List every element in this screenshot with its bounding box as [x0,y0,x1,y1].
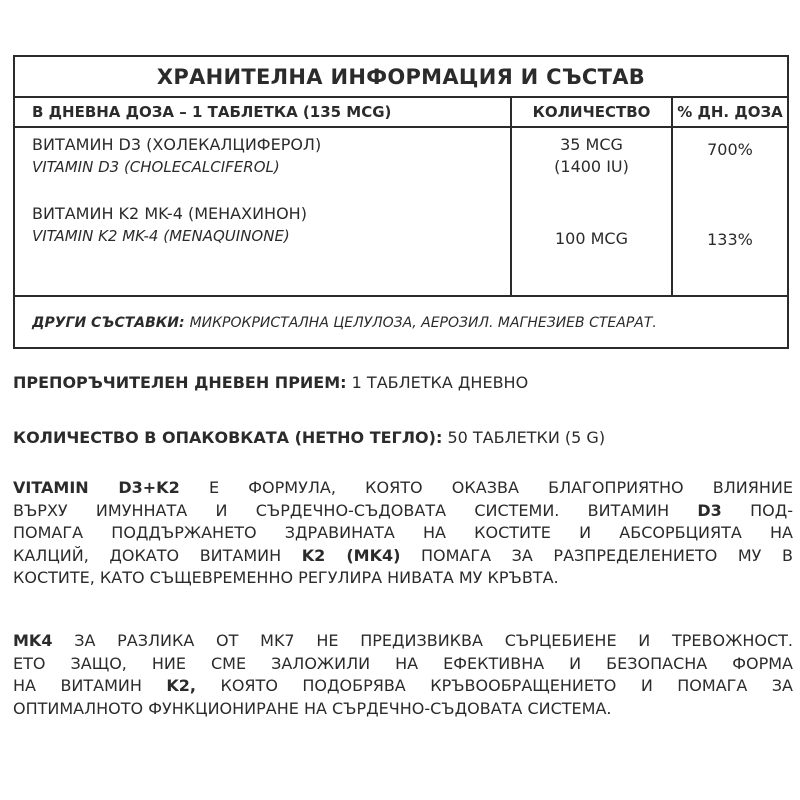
product-description [13,477,793,590]
ingredient-vitamin-d3 [32,134,321,178]
other-ingredients [15,295,787,349]
amount-vitamin-d3: 35 MCG [560,135,623,154]
description-line: ПОМАГА ПОДДЪРЖАНЕТО ЗДРАВИНАТА НА КОСТИТЕ И АБСОРБЦИЯТА НА [13,523,793,542]
ingredient-name-en: VITAMIN K2 MK-4 (MENAQUINONE) [32,227,290,245]
description-bold: K2 (MK4) [301,545,401,565]
mk4-line [13,630,793,653]
description-line [13,500,793,523]
recommended-dosage [13,373,793,392]
amount-vitamin-d3-iu: (1400 IU) [554,157,629,176]
dv-vitamin-k2: 133% [707,230,753,249]
mk4-line: ЕТО ЗАЩО, НИЕ СМЕ ЗАЛОЖИЛИ НА ЕФЕКТИВНА И БЕЗОПАСНА ФОРМА [13,653,793,673]
mk4-text: НА ВИТАМИН [13,676,142,695]
description-line: КОСТИТЕ, КАТО СЪЩЕВРЕМЕННО РЕГУЛИРА НИВАТА МУ КРЪВТА. [13,568,559,587]
header-amount: КОЛИЧЕСТВО [510,98,671,126]
dosage-value: 1 ТАБЛЕТКА ДНЕВНО [351,373,529,392]
ingredient-vitamin-k2 [32,203,307,247]
package-label: КОЛИЧЕСТВО В ОПАКОВКАТА (НЕТНО ТЕГЛО): [13,428,443,447]
mk4-text: КОЯТО ПОДОБРЯВА КРЪВООБРАЩЕНИЕТО И ПОМАГА ЗА [220,676,794,695]
description-line [13,477,793,500]
header-serving: В ДНЕВНА ДОЗА – 1 ТАБЛЕТКА (135 MCG) [32,103,392,121]
description-text: Е ФОРМУЛА, КОЯТО ОКАЗВА БЛАГОПРИЯТНО ВЛИЯНИЕ [208,478,794,497]
package-value: 50 ТАБЛЕТКИ (5 G) [447,428,606,447]
ingredient-name-bg: ВИТАМИН D3 (ХОЛЕКАЛЦИФЕРОЛ) [32,135,322,154]
mk4-description [13,630,793,720]
description-text: ВЪРХУ ИМУННАТА И СЪРДЕЧНО-СЪДОВАТА СИСТЕМИ. ВИТАМИН [13,500,670,520]
mk4-bold: MK4 [13,631,53,650]
daily-value-column [671,128,787,295]
table-title: ХРАНИТЕЛНА ИНФОРМАЦИЯ И СЪСТАВ [15,57,787,98]
package-quantity [13,428,793,447]
description-bold: D3 [697,500,722,520]
table-header-row [15,98,787,128]
amount-column [510,128,671,295]
product-name: VITAMIN D3+K2 [13,478,180,497]
mk4-line: ОПТИМАЛНОТО ФУНКЦИОНИРАНЕ НА СЪРДЕЧНО-СЪДОВАТА СИСТЕМА. [13,698,612,718]
dosage-label: ПРЕПОРЪЧИТЕЛЕН ДНЕВЕН ПРИЕМ: [13,373,347,392]
description-line [13,545,793,568]
mk4-text: ЗА РАЗЛИКА ОТ MK7 НЕ ПРЕДИЗВИКВА СЪРЦЕБИЕНЕ И ТРЕВОЖНОСТ. [74,631,793,650]
mk4-line [13,675,793,698]
description-text: КАЛЦИЙ, ДОКАТО ВИТАМИН [13,545,282,565]
dv-vitamin-d3: 700% [707,140,753,159]
other-ingredients-label: ДРУГИ СЪСТАВКИ: [32,315,185,331]
ingredient-name-bg: ВИТАМИН K2 MK-4 (МЕНАХИНОН) [32,204,307,223]
ingredient-column [15,128,510,295]
description-text: ПОМАГА ЗА РАЗПРЕДЕЛЕНИЕТО МУ В [421,545,793,565]
mk4-bold: K2, [166,676,196,695]
amount-vitamin-k2: 100 MCG [555,229,628,248]
ingredient-name-en: VITAMIN D3 (CHOLECALCIFEROL) [32,158,280,176]
nutrition-table [13,55,789,349]
description-text: ПОД- [750,500,793,520]
header-daily-value: % ДН. ДОЗА [671,98,787,126]
other-ingredients-text: МИКРОКРИСТАЛНА ЦЕЛУЛОЗА, АЕРОЗИЛ. МАГНЕЗИЕВ СТЕАРАТ. [189,315,657,331]
